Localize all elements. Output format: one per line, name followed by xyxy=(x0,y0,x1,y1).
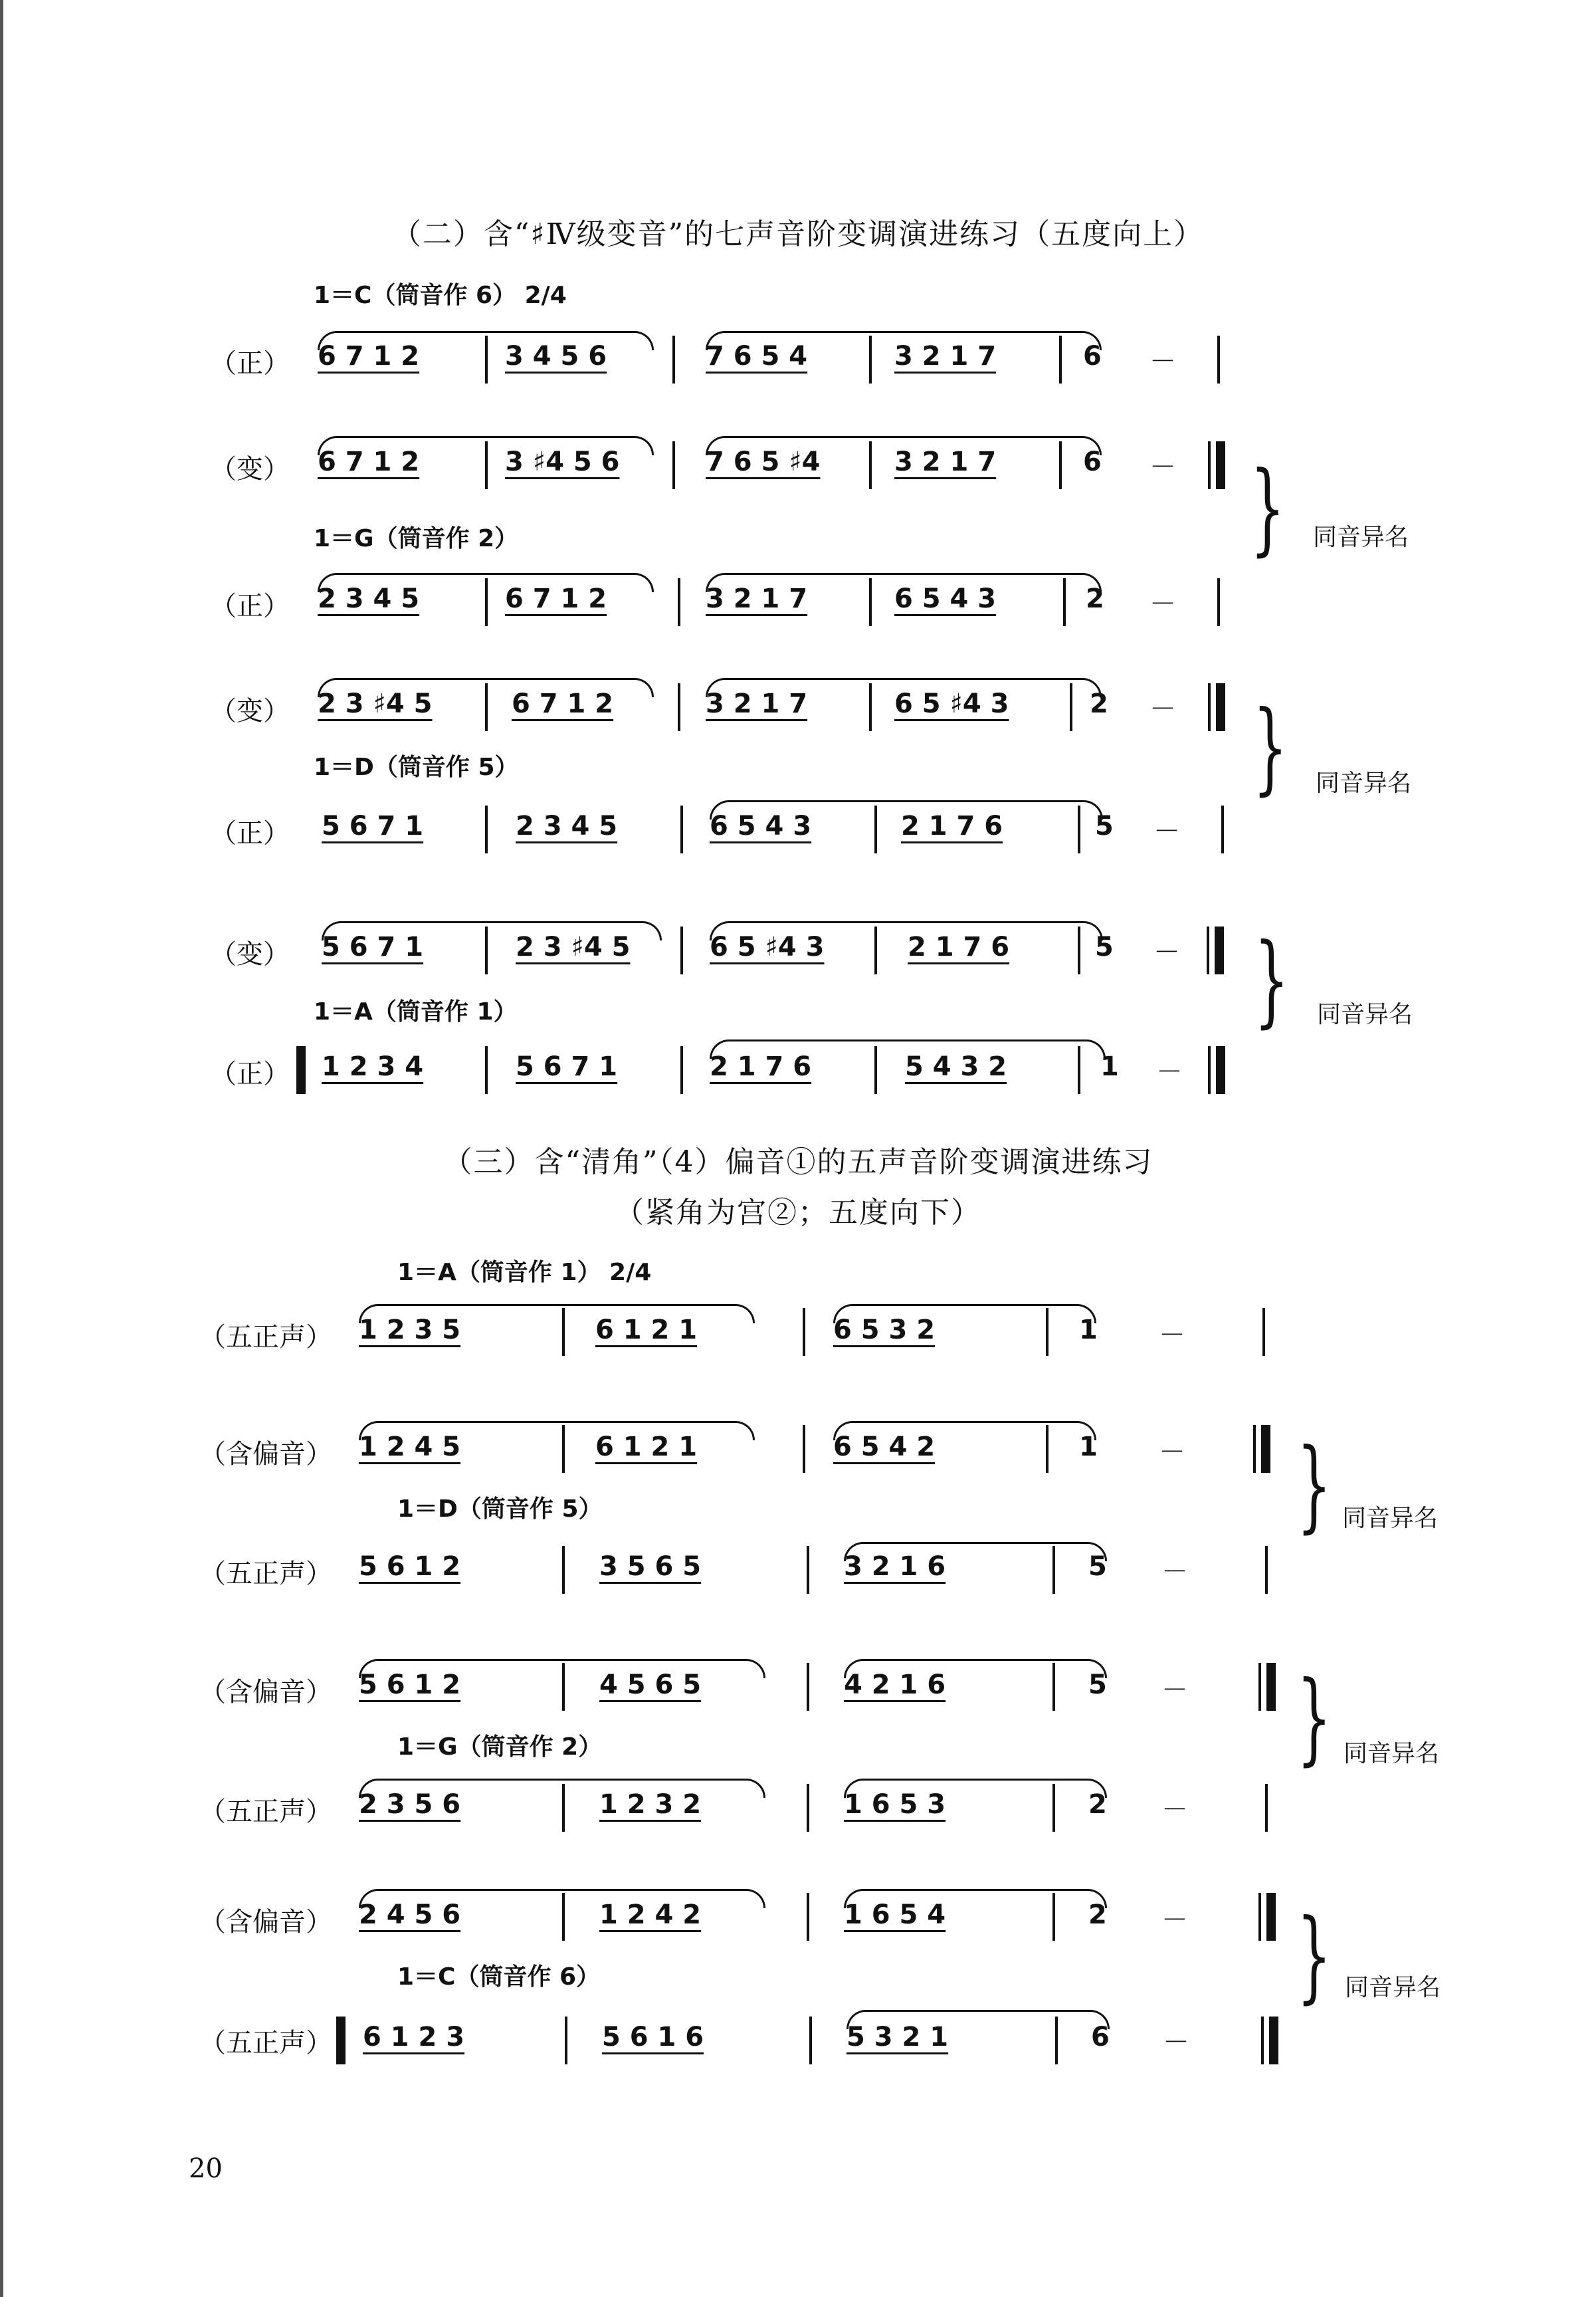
rest-dash: － xyxy=(1153,937,1180,968)
barline xyxy=(807,1784,809,1832)
measure: 1 2 3 4 xyxy=(322,1051,424,1082)
barline xyxy=(803,1308,805,1356)
barline xyxy=(874,927,877,974)
rest-dash: － xyxy=(1149,452,1176,483)
measure: 5 xyxy=(1088,1670,1107,1700)
same-sound-note: 同音异名 xyxy=(1317,1001,1413,1028)
repeat-end-barline xyxy=(1216,1046,1225,1094)
section2-key-d: 1＝D（筒音作 5） xyxy=(314,754,519,781)
brace: } xyxy=(1254,923,1289,1038)
barline xyxy=(869,336,872,383)
key-text: 1＝A（筒音作 1） xyxy=(397,1259,601,1286)
measure: 3 5 6 5 xyxy=(599,1551,702,1582)
barline xyxy=(678,683,680,731)
barline xyxy=(1221,806,1224,853)
barline xyxy=(562,1893,565,1941)
barline xyxy=(562,1663,565,1711)
row-label: （含偏音） xyxy=(199,1677,332,1707)
measure: 1 6 5 4 xyxy=(844,1900,946,1930)
measure: 5 xyxy=(1095,932,1114,962)
barline xyxy=(1258,1893,1261,1941)
barline xyxy=(680,1046,683,1094)
measure: 2 3 4 5 xyxy=(516,811,618,841)
measure: 6 7 1 2 xyxy=(318,447,420,477)
section3-key-d: 1＝D（筒音作 5） xyxy=(397,1495,603,1523)
barline xyxy=(680,927,683,974)
barline xyxy=(803,1425,805,1473)
rest-dash: － xyxy=(1149,589,1176,619)
measure: 5 4 3 2 xyxy=(905,1051,1007,1082)
barline xyxy=(874,806,877,853)
barline xyxy=(1208,683,1211,731)
barline xyxy=(869,578,872,626)
barline xyxy=(672,441,675,489)
section2-key-c xyxy=(314,276,567,310)
barline xyxy=(1217,578,1220,626)
repeat-start-barline xyxy=(296,1046,306,1094)
measure: 1 2 3 2 xyxy=(599,1789,702,1820)
section2-key-a: 1＝A（筒音作 1） xyxy=(314,998,518,1026)
barline xyxy=(680,806,683,853)
barline xyxy=(1253,1425,1256,1473)
barline xyxy=(562,1784,565,1832)
measure: 2 1 7 6 xyxy=(908,932,1010,962)
time-signature: 2/4 xyxy=(609,1259,652,1286)
row-label: （正） xyxy=(210,818,290,849)
measure: 5 6 7 1 xyxy=(322,932,424,962)
measure: 2 3 ♯4 5 xyxy=(318,689,433,719)
measure: 2 xyxy=(1086,584,1104,614)
measure: 5 xyxy=(1088,1551,1107,1582)
barline xyxy=(1265,1784,1268,1832)
rest-dash: － xyxy=(1161,1905,1188,1935)
barline xyxy=(485,927,488,974)
row-label: （正） xyxy=(210,348,290,379)
same-sound-note: 同音异名 xyxy=(1313,524,1409,551)
barline xyxy=(562,1546,565,1594)
rest-dash: － xyxy=(1149,346,1176,377)
row-label: （五正声） xyxy=(199,2028,332,2058)
measure: 4 2 1 6 xyxy=(844,1670,946,1700)
same-sound-note: 同音异名 xyxy=(1342,1505,1439,1532)
final-barline xyxy=(1266,1663,1276,1711)
rest-dash: － xyxy=(1159,1320,1185,1351)
barline xyxy=(1052,1893,1055,1941)
measure: 6 5 4 3 xyxy=(710,811,812,841)
section3-key-c: 1＝C（筒音作 6） xyxy=(397,1963,601,1991)
measure: 2 xyxy=(1088,1789,1107,1820)
measure: 2 3 5 6 xyxy=(359,1789,461,1820)
barline xyxy=(1261,2017,1264,2064)
barline xyxy=(678,578,680,626)
measure: 3 2 1 7 xyxy=(706,689,808,719)
measure: 6 5 ♯4 3 xyxy=(894,689,1009,719)
brace: } xyxy=(1250,451,1285,566)
measure: 3 4 5 6 xyxy=(505,341,607,372)
row-label: （变） xyxy=(210,454,290,485)
barline xyxy=(1063,578,1066,626)
barline xyxy=(485,336,488,383)
measure: 2 xyxy=(1090,689,1108,719)
barline xyxy=(1046,1425,1048,1473)
measure: 2 xyxy=(1088,1900,1107,1930)
rest-dash: － xyxy=(1149,694,1176,724)
barline xyxy=(565,2017,567,2064)
section2-title: （二）含“♯Ⅳ级变音”的七声音阶变调演进练习（五度向上） xyxy=(391,217,1205,251)
measure: 3 2 1 6 xyxy=(844,1551,946,1582)
barline xyxy=(485,806,488,853)
brace: } xyxy=(1296,1898,1332,2014)
rest-dash: － xyxy=(1163,2027,1189,2058)
section2-key-g: 1＝G（筒音作 2） xyxy=(314,525,519,552)
measure: 1 6 5 3 xyxy=(844,1789,946,1820)
barline xyxy=(1078,806,1080,853)
measure: 2 3 ♯4 5 xyxy=(516,932,631,962)
measure: 5 6 7 1 xyxy=(516,1051,618,1082)
measure: 6 1 2 3 xyxy=(363,2022,465,2052)
time-signature: 2/4 xyxy=(524,282,567,309)
page-number: 20 xyxy=(189,2153,223,2184)
row-label: （变） xyxy=(210,696,290,726)
barline xyxy=(1208,441,1211,489)
measure: 1 xyxy=(1079,1432,1098,1462)
barline xyxy=(562,1308,565,1356)
measure: 1 2 4 5 xyxy=(359,1432,461,1462)
measure: 2 1 7 6 xyxy=(901,811,1003,841)
barline xyxy=(1052,1546,1055,1594)
measure: 6 xyxy=(1091,2022,1110,2052)
measure: 6 5 3 2 xyxy=(833,1315,936,1345)
measure: 6 7 1 2 xyxy=(512,689,614,719)
barline xyxy=(1070,683,1072,731)
same-sound-note: 同音异名 xyxy=(1344,1740,1440,1767)
barline xyxy=(485,1046,488,1094)
barline xyxy=(562,1425,565,1473)
measure: 6 7 1 2 xyxy=(318,341,420,372)
row-label: （正） xyxy=(210,591,290,621)
section3-key-g: 1＝G（筒音作 2） xyxy=(397,1733,603,1761)
final-barline xyxy=(1215,927,1224,974)
same-sound-note: 同音异名 xyxy=(1316,770,1412,797)
measure: 6 7 1 2 xyxy=(505,584,607,614)
measure: 1 xyxy=(1079,1315,1098,1345)
row-label: （五正声） xyxy=(199,1797,332,1827)
measure: 3 2 1 7 xyxy=(706,584,808,614)
barline xyxy=(807,1893,809,1941)
rest-dash: － xyxy=(1156,1057,1183,1087)
barline xyxy=(1258,1663,1261,1711)
measure: 6 1 2 1 xyxy=(595,1315,698,1345)
measure: 6 5 4 2 xyxy=(833,1432,936,1462)
measure: 5 6 7 1 xyxy=(322,811,424,841)
barline xyxy=(869,683,872,731)
barline xyxy=(1059,336,1062,383)
barline xyxy=(672,336,675,383)
row-label: （五正声） xyxy=(199,1559,332,1589)
measure: 6 5 4 3 xyxy=(894,584,997,614)
barline xyxy=(1078,1046,1080,1094)
measure: 4 5 6 5 xyxy=(599,1670,702,1700)
barline xyxy=(809,2017,812,2064)
measure: 2 3 4 5 xyxy=(318,584,420,614)
barline xyxy=(485,683,488,731)
barline xyxy=(1052,1663,1055,1711)
measure: 7 6 5 4 xyxy=(706,341,808,372)
section3-subtitle: （紧角为宫②；五度向下） xyxy=(615,1196,981,1230)
measure: 1 2 4 2 xyxy=(599,1900,702,1930)
barline xyxy=(807,1546,809,1594)
measure: 6 1 2 1 xyxy=(595,1432,698,1462)
measure: 5 6 1 2 xyxy=(359,1670,461,1700)
measure: 6 xyxy=(1083,341,1102,372)
measure: 3 2 1 7 xyxy=(894,341,997,372)
barline xyxy=(485,578,488,626)
barline xyxy=(1059,441,1062,489)
repeat-start-barline xyxy=(336,2017,346,2064)
measure: 1 2 3 5 xyxy=(359,1315,461,1345)
barline xyxy=(1262,1308,1265,1356)
final-barline xyxy=(1261,1425,1270,1473)
barline xyxy=(1208,1046,1211,1094)
section3-title: （三）含“清角”（4）偏音①的五声音阶变调演进练习 xyxy=(443,1145,1153,1179)
final-barline xyxy=(1266,1893,1276,1941)
rest-dash: － xyxy=(1161,1675,1188,1705)
final-barline xyxy=(1216,683,1225,731)
brace: } xyxy=(1296,1660,1332,1776)
measure: 2 4 5 6 xyxy=(359,1900,461,1930)
barline xyxy=(1207,927,1209,974)
barline xyxy=(869,441,872,489)
rest-dash: － xyxy=(1161,1795,1188,1825)
row-label: （正） xyxy=(210,1059,290,1089)
row-label: （变） xyxy=(210,939,290,970)
row-label: （含偏音） xyxy=(199,1439,332,1470)
brace: } xyxy=(1296,1428,1332,1543)
barline xyxy=(807,1663,809,1711)
repeat-end-barline xyxy=(1269,2017,1278,2064)
brace: } xyxy=(1252,690,1288,806)
same-sound-note: 同音异名 xyxy=(1345,1974,1441,2001)
barline xyxy=(1055,2017,1058,2064)
measure: 6 5 ♯4 3 xyxy=(710,932,825,962)
rest-dash: － xyxy=(1153,816,1180,847)
measure: 5 xyxy=(1095,811,1114,841)
measure: 5 3 2 1 xyxy=(847,2022,949,2052)
measure: 5 6 1 6 xyxy=(602,2022,704,2052)
measure: 3 2 1 7 xyxy=(894,447,997,477)
rest-dash: － xyxy=(1161,1557,1188,1587)
measure: 1 xyxy=(1100,1051,1119,1082)
barline xyxy=(874,1046,877,1094)
barline xyxy=(1217,336,1220,383)
row-label: （五正声） xyxy=(199,1322,332,1353)
barline xyxy=(1265,1546,1268,1594)
rest-dash: － xyxy=(1159,1437,1185,1468)
barline xyxy=(1078,927,1080,974)
barline xyxy=(1052,1784,1055,1832)
barline xyxy=(1046,1308,1048,1356)
final-barline xyxy=(1216,441,1225,489)
measure: 5 6 1 2 xyxy=(359,1551,461,1582)
measure: 6 xyxy=(1083,447,1102,477)
measure: 3 ♯4 5 6 xyxy=(505,447,620,477)
measure: 7 6 5 ♯4 xyxy=(706,447,821,477)
barline xyxy=(485,441,488,489)
row-label: （含偏音） xyxy=(199,1907,332,1937)
key-text: 1＝C（筒音作 6） xyxy=(314,282,517,309)
section3-key-a xyxy=(397,1254,651,1287)
measure: 2 1 7 6 xyxy=(710,1051,812,1082)
